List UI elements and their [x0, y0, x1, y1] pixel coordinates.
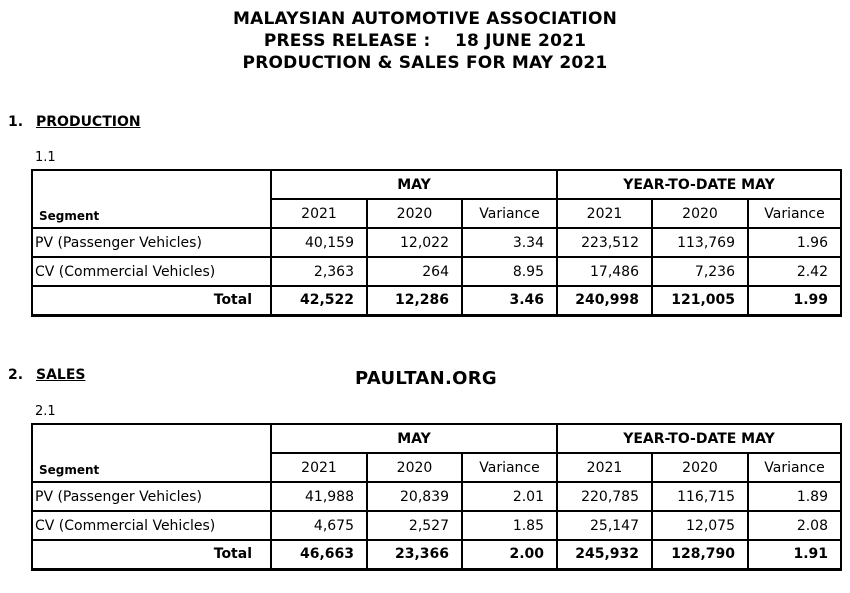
- section-label: SALES: [36, 367, 86, 383]
- table-row: [32, 257, 841, 286]
- col-header-2020: 2020: [367, 199, 462, 228]
- total-cell: 46,663: [271, 540, 367, 569]
- total-cell: 12,286: [367, 286, 462, 315]
- section-number: 1.: [8, 114, 24, 130]
- table-row: [32, 228, 841, 257]
- row-label: CV (Commercial Vehicles): [32, 257, 271, 286]
- col-header-2020: 2020: [367, 453, 462, 482]
- cell: 12,075: [652, 511, 748, 540]
- cell: 40,159: [271, 228, 367, 257]
- total-cell: 23,366: [367, 540, 462, 569]
- total-label: Total: [32, 286, 271, 315]
- may-group-header: MAY: [271, 424, 557, 453]
- cell: 2,363: [271, 257, 367, 286]
- sales-subsection-number: 2.1: [35, 404, 56, 419]
- total-cell: 3.46: [462, 286, 557, 315]
- segment-header: Segment: [32, 170, 271, 228]
- col-header-2021: 2021: [271, 453, 367, 482]
- ytd-group-header: YEAR-TO-DATE MAY: [557, 170, 841, 199]
- col-header-ytd-variance: Variance: [748, 453, 841, 482]
- section-label: PRODUCTION: [36, 114, 141, 130]
- segment-header: Segment: [32, 424, 271, 482]
- total-label: Total: [32, 540, 271, 569]
- cell: 1.85: [462, 511, 557, 540]
- watermark-text: PAULTAN.ORG: [355, 368, 497, 389]
- total-cell: 245,932: [557, 540, 652, 569]
- total-cell: 121,005: [652, 286, 748, 315]
- total-cell: 128,790: [652, 540, 748, 569]
- total-cell: 240,998: [557, 286, 652, 315]
- section-number: 2.: [8, 367, 24, 383]
- row-label: CV (Commercial Vehicles): [32, 511, 271, 540]
- production-table: [31, 169, 842, 317]
- cell: 12,022: [367, 228, 462, 257]
- press-release-date: PRESS RELEASE : 18 JUNE 2021: [263, 31, 587, 51]
- total-cell: 42,522: [271, 286, 367, 315]
- cell: 2.42: [748, 257, 841, 286]
- cell: 1.89: [748, 482, 841, 511]
- row-label: PV (Passenger Vehicles): [32, 482, 271, 511]
- total-cell: 2.00: [462, 540, 557, 569]
- cell: 2.01: [462, 482, 557, 511]
- press-release-header: [0, 8, 850, 74]
- cell: 223,512: [557, 228, 652, 257]
- col-header-ytd-variance: Variance: [748, 199, 841, 228]
- cell: 116,715: [652, 482, 748, 511]
- total-row: [32, 540, 841, 569]
- cell: 17,486: [557, 257, 652, 286]
- col-header-2021: 2021: [271, 199, 367, 228]
- cell: 20,839: [367, 482, 462, 511]
- cell: 264: [367, 257, 462, 286]
- association-title: MALAYSIAN AUTOMOTIVE ASSOCIATION: [232, 9, 618, 29]
- sales-section-title: [8, 367, 86, 383]
- total-cell: 1.99: [748, 286, 841, 315]
- may-group-header: MAY: [271, 170, 557, 199]
- cell: 4,675: [271, 511, 367, 540]
- sales-table: [31, 423, 842, 571]
- cell: 220,785: [557, 482, 652, 511]
- cell: 25,147: [557, 511, 652, 540]
- total-row: [32, 286, 841, 315]
- col-header-ytd-2021: 2021: [557, 453, 652, 482]
- table-row: [32, 482, 841, 511]
- col-header-variance: Variance: [462, 199, 557, 228]
- cell: 1.96: [748, 228, 841, 257]
- cell: 7,236: [652, 257, 748, 286]
- production-section-title: [8, 114, 141, 130]
- total-cell: 1.91: [748, 540, 841, 569]
- cell: 3.34: [462, 228, 557, 257]
- col-header-variance: Variance: [462, 453, 557, 482]
- cell: 41,988: [271, 482, 367, 511]
- row-label: PV (Passenger Vehicles): [32, 228, 271, 257]
- cell: 2,527: [367, 511, 462, 540]
- table-row: [32, 511, 841, 540]
- production-subsection-number: 1.1: [35, 150, 56, 165]
- report-title: PRODUCTION & SALES FOR MAY 2021: [242, 53, 608, 73]
- cell: 2.08: [748, 511, 841, 540]
- col-header-ytd-2020: 2020: [652, 199, 748, 228]
- col-header-ytd-2021: 2021: [557, 199, 652, 228]
- cell: 8.95: [462, 257, 557, 286]
- ytd-group-header: YEAR-TO-DATE MAY: [557, 424, 841, 453]
- col-header-ytd-2020: 2020: [652, 453, 748, 482]
- cell: 113,769: [652, 228, 748, 257]
